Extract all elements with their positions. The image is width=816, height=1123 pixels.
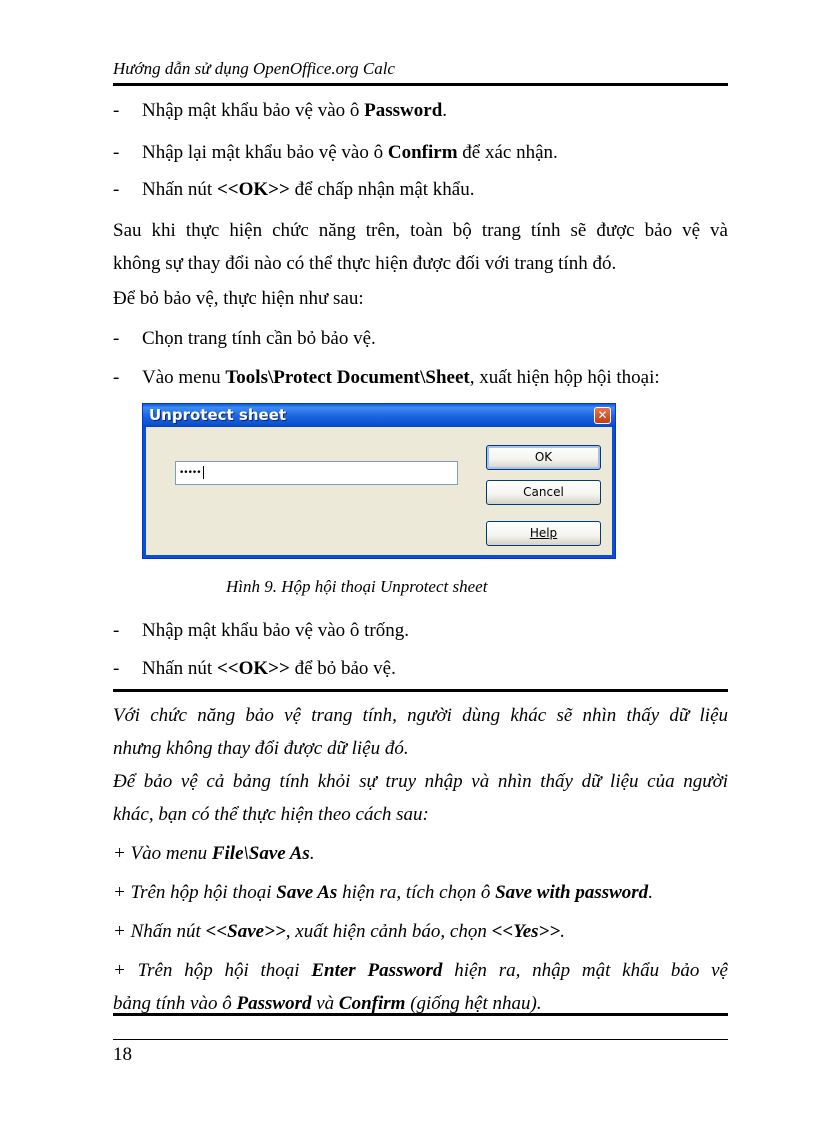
cancel-button[interactable]: Cancel (486, 480, 601, 505)
step-open-menu: Vào menu Tools\Protect Document\Sheet, xuất hiện hộp hội thoại: (142, 367, 660, 388)
step-enter-password-blank: Nhập mật khẩu bảo vệ vào ô trống. (142, 620, 409, 641)
dialog-titlebar (143, 404, 615, 427)
password-value: ••••• (179, 468, 201, 478)
note-step-save-as: + Vào menu File\Save As. (113, 843, 315, 864)
step-press-ok: Nhấn nút <<OK>> để chấp nhận mật khẩu. (142, 179, 475, 200)
figure-caption: Hình 9. Hộp hội thoại Unprotect sheet (226, 577, 488, 596)
footer-rule (113, 1039, 728, 1040)
step-select-sheet: Chọn trang tính cần bỏ bảo vệ. (142, 328, 376, 349)
step-press-ok-unprotect: Nhấn nút <<OK>> để bỏ bảo vệ. (142, 658, 396, 679)
note-step-enter-password: + Trên hộp hội thoại Enter Password hiện ra, nhập mật khẩu bảo vệ bảng tính vào ô Password và Confirm (giống hệt nhau). (113, 960, 728, 1014)
dialog-body (143, 427, 615, 558)
help-button-label: Help (529, 526, 558, 540)
note-paragraph-2: Để bảo vệ cả bảng tính khỏi sự truy nhập và nhìn thấy dữ liệu của người khác, bạn có thể thực hiện theo cách sau: (113, 771, 728, 825)
close-button[interactable] (594, 407, 611, 424)
bullet-dash: - (113, 658, 120, 679)
header-rule (113, 83, 728, 86)
unprotect-sheet-dialog (142, 403, 616, 559)
text-caret (203, 466, 204, 479)
bullet-dash: - (113, 179, 120, 200)
bullet-dash: - (113, 328, 120, 349)
note-bottom-rule (113, 1013, 728, 1016)
running-header: Hướng dẫn sử dụng OpenOffice.org Calc (113, 59, 395, 78)
bullet-dash: - (113, 367, 120, 388)
bullet-dash: - (113, 142, 120, 163)
step-enter-password: Nhập mật khẩu bảo vệ vào ô Password. (142, 100, 448, 121)
note-top-rule (113, 689, 728, 692)
step-confirm-password: Nhập lại mật khẩu bảo vệ vào ô Confirm để xác nhận. (142, 142, 558, 163)
paragraph-unprotect-intro: Để bỏ bảo vệ, thực hiện như sau: (113, 288, 364, 309)
note-paragraph-1: Với chức năng bảo vệ trang tính, người dùng khác sẽ nhìn thấy dữ liệu nhưng không thay đổi được dữ liệu đó. (113, 705, 728, 759)
paragraph-after-protect: Sau khi thực hiện chức năng trên, toàn bộ trang tính sẽ được bảo vệ và không sự thay đổi nào có thể thực hiện được đối với trang tính đó. (113, 220, 728, 274)
note-step-press-save: + Nhấn nút <<Save>>, xuất hiện cảnh báo, chọn <<Yes>>. (113, 921, 565, 942)
password-input[interactable] (175, 461, 458, 485)
ok-button[interactable]: OK (486, 445, 601, 470)
close-icon: ✕ (597, 408, 608, 422)
bullet-dash: - (113, 100, 120, 121)
note-step-save-with-password: + Trên hộp hội thoại Save As hiện ra, tích chọn ô Save with password. (113, 882, 653, 903)
help-button[interactable] (486, 521, 601, 546)
dialog-title: Unprotect sheet (149, 406, 287, 424)
bullet-dash: - (113, 620, 120, 641)
page-number: 18 (113, 1044, 132, 1065)
